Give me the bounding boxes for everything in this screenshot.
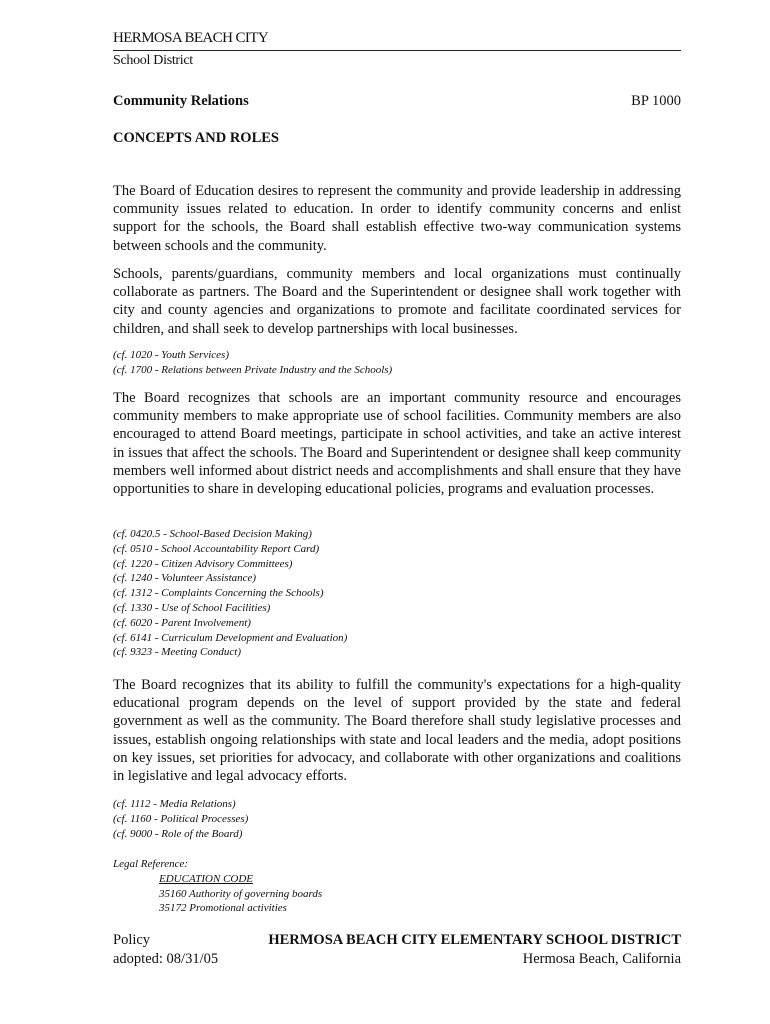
cross-reference: (cf. 1330 - Use of School Facilities) xyxy=(113,601,271,614)
cross-reference: (cf. 1240 - Volunteer Assistance) xyxy=(113,572,257,585)
cross-reference-list xyxy=(113,527,681,660)
cross-reference: (cf. 0510 - School Accountability Report Card) xyxy=(113,542,320,555)
footer-adopted-date: adopted: 08/31/05 xyxy=(113,951,219,967)
paragraph: The Board recognizes that schools are an important community resource and encourages community members to make appropriate use of school facilities. Community members are also encouraged to attend Board meetings, participate in school activities, and take an active interest in issues that affect the schools. The Board and Superintendent or designee shall keep community members well informed about district needs and accomplishments and shall ensure that they have opportunities to share in developing educational policies, programs and evaluation processes. xyxy=(113,390,681,498)
cross-reference: (cf. 1160 - Political Processes) xyxy=(113,812,249,825)
legal-item: 35160 Authority of governing boards xyxy=(159,887,323,900)
cross-reference: (cf. 1020 - Youth Services) xyxy=(113,349,229,361)
cross-reference: (cf. 0420.5 - School-Based Decision Making) xyxy=(113,528,312,540)
policy-code: BP 1000 xyxy=(631,93,681,109)
header-divider xyxy=(113,50,681,51)
legal-item: 35172 Promotional activities xyxy=(159,902,287,915)
footer-location: Hermosa Beach, California xyxy=(522,951,681,967)
paragraph: The Board of Education desires to represent the community and provide leadership in addressing community issues related to education. In order to identify community concerns and enlist support for the schools, the Board shall establish effective two-way communication systems between schools and the community. xyxy=(113,183,681,254)
cross-reference: (cf. 1312 - Complaints Concerning the Schools) xyxy=(113,587,324,600)
paragraph: Schools, parents/guardians, community members and local organizations must continually collaborate as partners. The Board and the Superintendent or designee shall work together with city and county agencies and organizations to promote and facilitate coordinated services for children, and shall seek to develop partnerships with local businesses. xyxy=(113,266,681,337)
footer-district-name: HERMOSA BEACH CITY ELEMENTARY SCHOOL DISTRICT xyxy=(268,932,681,948)
cross-reference: (cf. 9323 - Meeting Conduct) xyxy=(113,646,241,659)
cross-reference: (cf. 1112 - Media Relations) xyxy=(113,798,236,810)
legal-heading: Legal Reference: xyxy=(113,858,189,870)
cross-reference: (cf. 1700 - Relations between Private Industry and the Schools) xyxy=(113,363,393,376)
legal-code-name: EDUCATION CODE xyxy=(159,872,254,885)
footer-policy-label: Policy xyxy=(113,932,151,948)
policy-title-row xyxy=(113,93,681,110)
policy-subtitle: CONCEPTS AND ROLES xyxy=(113,130,279,146)
cross-reference-list xyxy=(113,797,681,841)
paragraph: The Board recognizes that its ability to fulfill the community's expectations for a high-quality educational program depends on the level of support provided by the state and federal government as well as the community. The Board therefore shall study legislative processes and issues, establish ongoing relationships with state and local leaders and the media, adopt positions on key issues, set priorities for advocacy, and collaborate with other organizations and coalitions in legislative and legal advocacy efforts. xyxy=(113,677,681,785)
policy-category: Community Relations xyxy=(113,93,249,109)
legal-reference xyxy=(113,857,322,916)
cross-reference: (cf. 1220 - Citizen Advisory Committees) xyxy=(113,557,293,570)
cross-reference: (cf. 9000 - Role of the Board) xyxy=(113,827,243,840)
header-city: HERMOSA BEACH CITY xyxy=(113,30,269,46)
cross-reference: (cf. 6141 - Curriculum Development and Evaluation) xyxy=(113,631,348,644)
header-district: School District xyxy=(113,53,193,68)
cross-reference: (cf. 6020 - Parent Involvement) xyxy=(113,616,251,629)
cross-reference-list xyxy=(113,348,681,378)
